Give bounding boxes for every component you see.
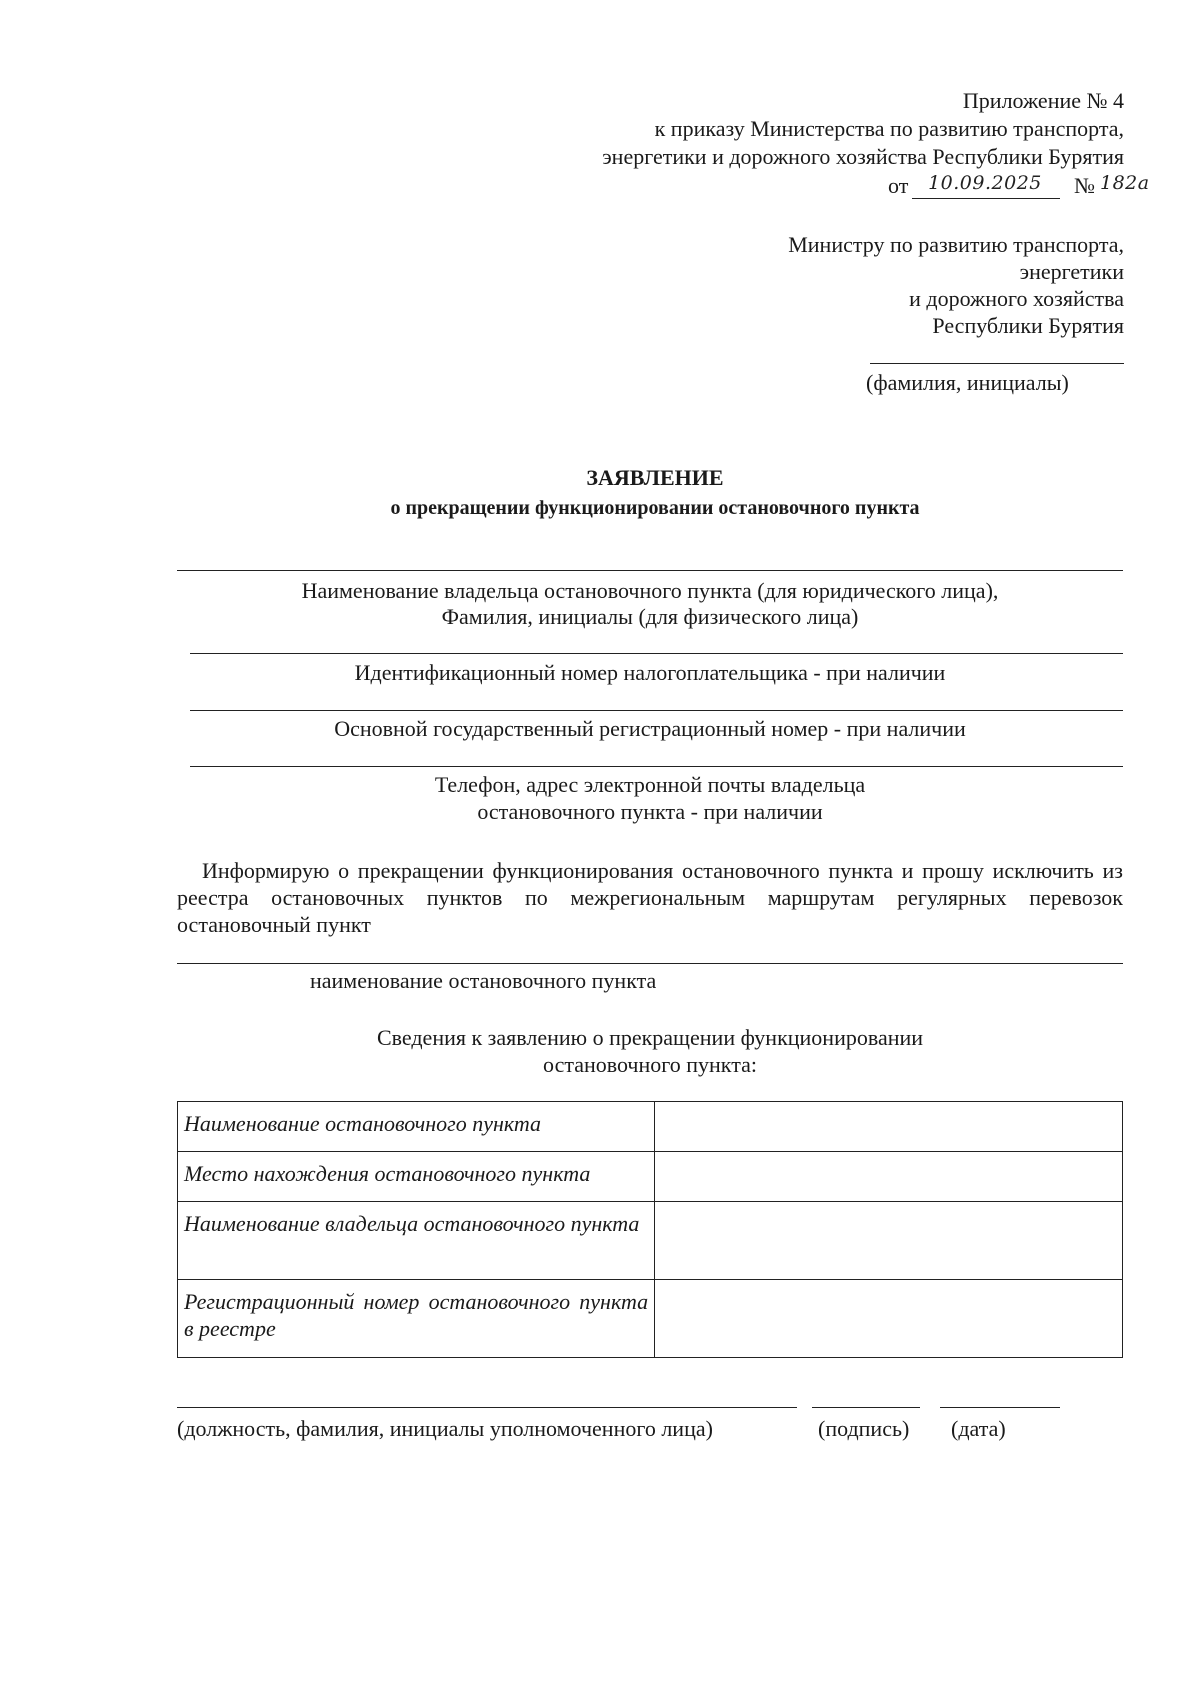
contact-caption-line-2: остановочного пункта - при наличии	[477, 799, 823, 824]
date-underline	[912, 198, 1060, 199]
owner-caption-line-1: Наименование владельца остановочного пункта (для юридического лица),	[301, 578, 999, 603]
handwritten-number: 182а	[1100, 172, 1150, 194]
owner-caption-line-2: Фамилия, инициалы (для физического лица)	[441, 604, 859, 629]
table-row	[178, 1280, 1123, 1358]
ogrn-line	[190, 710, 1123, 711]
table-label-cell: Регистрационный номер остановочного пункта в реестре	[178, 1280, 655, 1358]
table-label-cell: Наименование владельца остановочного пункта	[178, 1202, 655, 1280]
document-subtitle: о прекращении функционировании остановочного пункта	[390, 497, 920, 519]
table-value-cell[interactable]	[655, 1152, 1123, 1202]
body-paragraph: Информирую о прекращении функционирования остановочного пункта и прошу исключить из реестра остановочных пунктов по межрегиональным маршрутам регулярных перевозок остановочный пункт	[177, 858, 1123, 937]
table-label-cell: Наименование остановочного пункта	[178, 1102, 655, 1152]
table-label-cell: Место нахождения остановочного пункта	[178, 1152, 655, 1202]
owner-name-line	[177, 570, 1123, 571]
addressee-line-2: энергетики	[1019, 259, 1124, 284]
signature-line	[812, 1407, 920, 1408]
details-table	[177, 1101, 1123, 1358]
inn-caption: Идентификационный номер налогоплательщика - при наличии	[354, 660, 946, 685]
table-value-cell[interactable]	[655, 1202, 1123, 1280]
addressee-line-3: и дорожного хозяйства	[909, 286, 1124, 311]
signature-caption: (подпись)	[818, 1416, 910, 1441]
table-value-cell[interactable]	[655, 1280, 1123, 1358]
order-line-2: энергетики и дорожного хозяйства Республики Бурятия	[602, 144, 1124, 169]
table-row	[178, 1152, 1123, 1202]
table-row	[178, 1102, 1123, 1152]
number-prefix: №	[1074, 173, 1095, 198]
inn-line	[190, 653, 1123, 654]
stop-name-line	[177, 963, 1123, 964]
table-row	[178, 1202, 1123, 1280]
addressee-name-line	[870, 363, 1124, 364]
appendix-label: Приложение № 4	[962, 88, 1124, 113]
addressee-line-1: Министру по развитию транспорта,	[788, 232, 1124, 257]
addressee-name-caption: (фамилия, инициалы)	[866, 370, 1069, 395]
details-heading-line-1: Сведения к заявлению о прекращении функционировании	[376, 1025, 924, 1050]
order-line-1: к приказу Министерства по развитию транспорта,	[654, 116, 1124, 141]
date-prefix: от	[888, 173, 909, 198]
date-caption: (дата)	[951, 1416, 1006, 1441]
handwritten-date: 10.09.2025	[928, 172, 1042, 194]
position-line	[177, 1407, 797, 1408]
table-value-cell[interactable]	[655, 1102, 1123, 1152]
stop-name-caption: наименование остановочного пункта	[310, 968, 657, 993]
details-heading-line-2: остановочного пункта:	[543, 1052, 757, 1077]
document-title: ЗАЯВЛЕНИЕ	[586, 465, 724, 490]
date-line	[940, 1407, 1060, 1408]
ogrn-caption: Основной государственный регистрационный номер - при наличии	[334, 716, 966, 741]
position-caption: (должность, фамилия, инициалы уполномоченного лица)	[177, 1416, 713, 1441]
contact-line	[190, 766, 1123, 767]
contact-caption-line-1: Телефон, адрес электронной почты владельца	[434, 772, 866, 797]
addressee-line-4: Республики Бурятия	[932, 313, 1124, 338]
